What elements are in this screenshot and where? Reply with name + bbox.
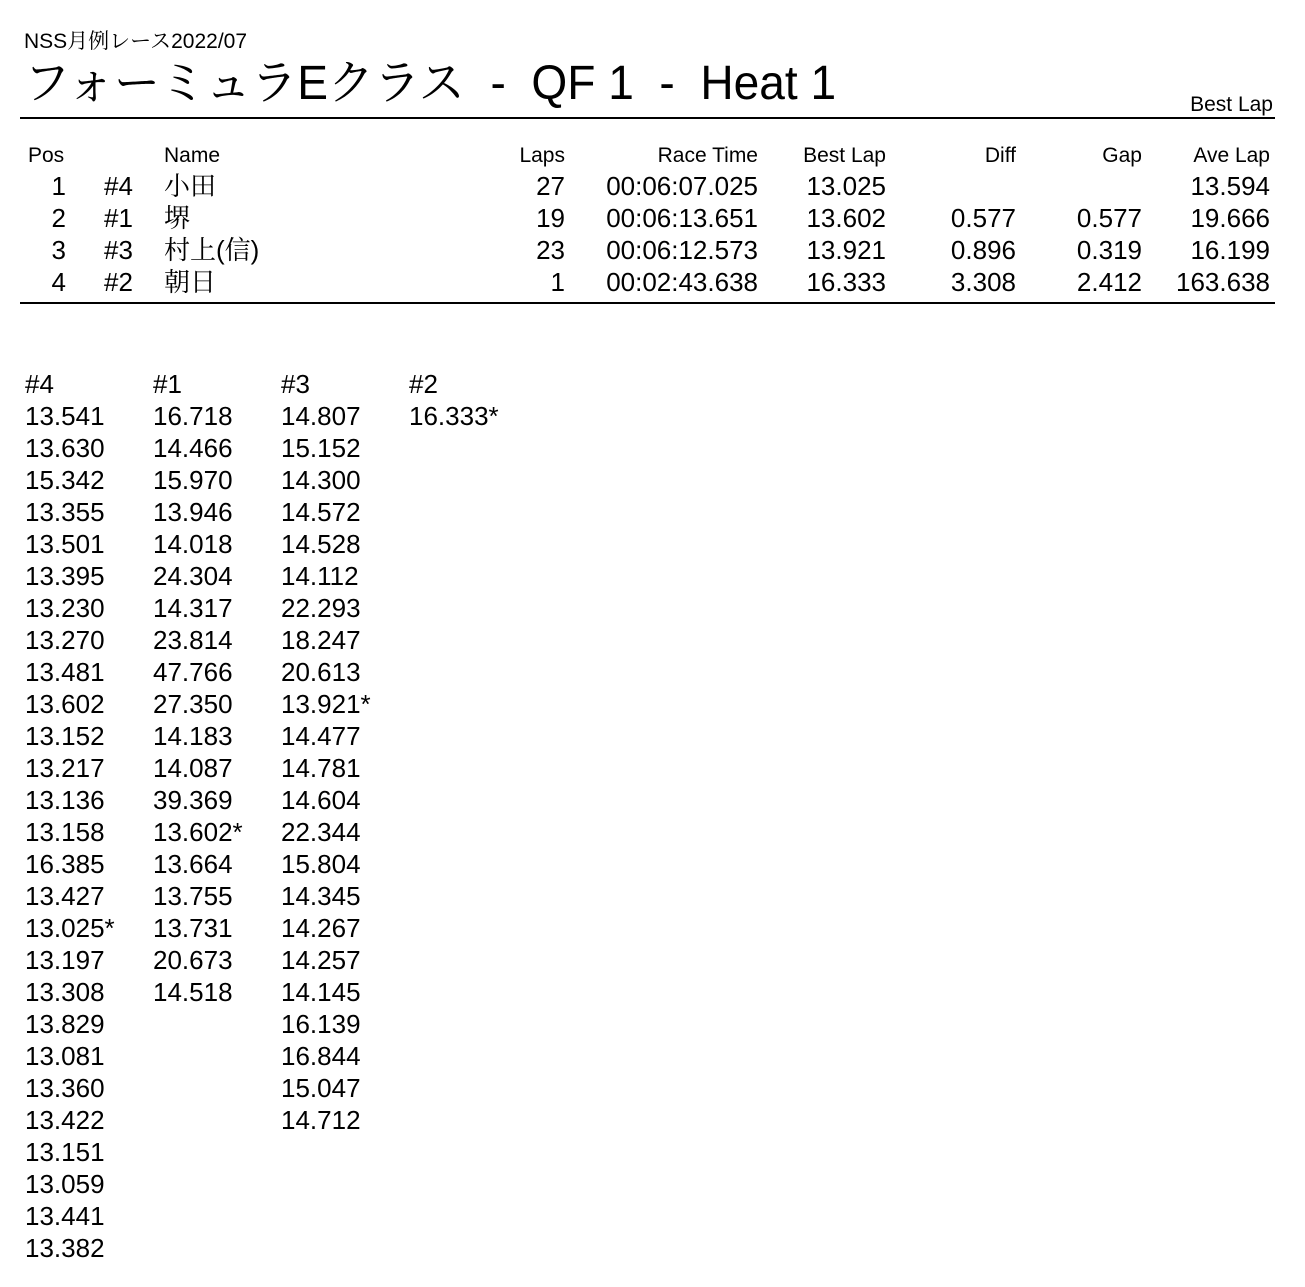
lap-time: 14.466 — [153, 433, 233, 463]
bottom-divider — [20, 302, 1275, 304]
lap-time: 14.807 — [281, 401, 361, 431]
car-number: #4 — [104, 171, 133, 201]
race-time: 00:06:07.025 — [606, 171, 758, 201]
car-number: #3 — [104, 235, 133, 265]
col-header-gap: Gap — [1102, 144, 1142, 167]
gap: 2.412 — [1076, 267, 1142, 297]
position: 4 — [51, 267, 66, 297]
lap-time: 14.604 — [281, 785, 361, 815]
lap-time: 13.921* — [281, 689, 371, 719]
lap-time: 14.477 — [281, 721, 361, 751]
average-lap: 16.199 — [1190, 235, 1270, 265]
lap-time: 13.270 — [25, 625, 105, 655]
lap-time: 14.572 — [281, 497, 361, 527]
results-table — [20, 142, 1275, 298]
best-lap: 16.333 — [806, 267, 886, 297]
lap-column-car-number: #3 — [281, 369, 310, 399]
race-time: 00:06:12.573 — [606, 235, 758, 265]
lap-time: 14.518 — [153, 977, 233, 1007]
results-row — [20, 170, 1275, 202]
lap-time: 39.369 — [153, 785, 233, 815]
lap-time: 13.731 — [153, 913, 233, 943]
driver-name: 堺 — [164, 203, 191, 233]
race-time: 00:06:13.651 — [606, 203, 758, 233]
lap-time: 14.300 — [281, 465, 361, 495]
average-lap: 13.594 — [1190, 171, 1270, 201]
lap-time: 13.081 — [25, 1041, 105, 1071]
lap-time: 13.630 — [25, 433, 105, 463]
lap-time: 13.501 — [25, 529, 105, 559]
lap-time: 13.541 — [25, 401, 105, 431]
lap-time: 16.844 — [281, 1041, 361, 1071]
col-header-name: Name — [164, 144, 221, 167]
lap-time: 13.197 — [25, 945, 105, 975]
lap-time: 15.804 — [281, 849, 361, 879]
diff: 0.577 — [950, 203, 1016, 233]
position: 1 — [51, 171, 66, 201]
best-lap: 13.921 — [806, 235, 886, 265]
lap-column — [25, 368, 153, 1264]
results-row — [20, 234, 1275, 266]
lap-count: 23 — [536, 235, 565, 265]
lap-count: 19 — [536, 203, 565, 233]
lap-time: 14.781 — [281, 753, 361, 783]
lap-column-car-number: #1 — [153, 369, 182, 399]
diff: 0.896 — [950, 235, 1016, 265]
lap-time: 16.385 — [25, 849, 105, 879]
lap-time: 14.018 — [153, 529, 233, 559]
lap-time: 47.766 — [153, 657, 233, 687]
average-lap: 19.666 — [1190, 203, 1270, 233]
col-header-best-lap: Best Lap — [803, 144, 886, 167]
lap-time: 13.355 — [25, 497, 105, 527]
lap-time: 16.333* — [409, 401, 499, 431]
lap-time: 27.350 — [153, 689, 233, 719]
driver-name: 朝日 — [164, 267, 217, 297]
lap-time: 13.025* — [25, 913, 115, 943]
lap-time: 13.151 — [25, 1137, 105, 1167]
lap-time: 14.183 — [153, 721, 233, 751]
position: 3 — [51, 235, 66, 265]
lap-time: 13.217 — [25, 753, 105, 783]
driver-name: 小田 — [164, 171, 217, 201]
lap-time: 13.441 — [25, 1201, 105, 1231]
lap-time: 15.152 — [281, 433, 361, 463]
lap-time: 14.267 — [281, 913, 361, 943]
sort-label: Best Lap — [1190, 93, 1273, 116]
lap-time: 13.427 — [25, 881, 105, 911]
lap-time: 22.344 — [281, 817, 361, 847]
diff: 3.308 — [950, 267, 1016, 297]
col-header-pos: Pos — [28, 144, 65, 167]
lap-time: 13.152 — [25, 721, 105, 751]
lap-time: 15.047 — [281, 1073, 361, 1103]
lap-time: 13.382 — [25, 1233, 105, 1263]
results-row — [20, 202, 1275, 234]
lap-time: 24.304 — [153, 561, 233, 591]
lap-time: 13.230 — [25, 593, 105, 623]
results-row — [20, 266, 1275, 298]
lap-time: 16.139 — [281, 1009, 361, 1039]
lap-time: 14.087 — [153, 753, 233, 783]
car-number: #1 — [104, 203, 133, 233]
gap: 0.577 — [1076, 203, 1142, 233]
lap-column-car-number: #4 — [25, 369, 54, 399]
lap-time: 20.673 — [153, 945, 233, 975]
lap-time: 13.158 — [25, 817, 105, 847]
lap-time: 23.814 — [153, 625, 233, 655]
lap-column-car-number: #2 — [409, 369, 438, 399]
lap-column — [281, 368, 409, 1136]
results-header-row — [20, 142, 1275, 170]
lap-time: 13.664 — [153, 849, 233, 879]
col-header-laps: Laps — [519, 144, 565, 167]
race-time: 00:02:43.638 — [606, 267, 758, 297]
lap-time: 22.293 — [281, 593, 361, 623]
lap-time: 13.059 — [25, 1169, 105, 1199]
lap-time: 14.112 — [281, 561, 359, 591]
lap-time: 13.360 — [25, 1073, 105, 1103]
lap-time: 13.422 — [25, 1105, 105, 1135]
lap-time: 14.257 — [281, 945, 361, 975]
lap-time: 15.342 — [25, 465, 105, 495]
car-number: #2 — [104, 267, 133, 297]
col-header-race-time: Race Time — [657, 144, 758, 167]
position: 2 — [51, 203, 66, 233]
best-lap: 13.025 — [806, 171, 886, 201]
race-subtitle: NSS月例レース2022/07 — [24, 30, 248, 53]
lap-time: 16.718 — [153, 401, 233, 431]
col-header-diff: Diff — [984, 144, 1016, 167]
lap-time: 14.528 — [281, 529, 361, 559]
lap-time: 13.136 — [25, 785, 105, 815]
lap-time: 13.308 — [25, 977, 105, 1007]
lap-time: 14.145 — [281, 977, 361, 1007]
lap-time: 13.602* — [153, 817, 243, 847]
lap-time: 20.613 — [281, 657, 361, 687]
top-divider — [20, 117, 1275, 119]
lap-count: 1 — [550, 267, 565, 297]
lap-time: 14.317 — [153, 593, 233, 623]
lap-time: 13.829 — [25, 1009, 105, 1039]
driver-name: 村上(信) — [164, 235, 260, 265]
lap-time: 13.481 — [25, 657, 105, 687]
lap-column — [153, 368, 281, 1008]
average-lap: 163.638 — [1176, 267, 1270, 297]
lap-count: 27 — [536, 171, 565, 201]
col-header-ave-lap: Ave Lap — [1193, 144, 1270, 167]
lap-time: 15.970 — [153, 465, 233, 495]
best-lap: 13.602 — [806, 203, 886, 233]
lap-time: 13.946 — [153, 497, 233, 527]
lap-time: 13.395 — [25, 561, 105, 591]
lap-time: 13.602 — [25, 689, 105, 719]
lap-time: 13.755 — [153, 881, 233, 911]
lap-time: 14.712 — [281, 1105, 361, 1135]
gap: 0.319 — [1076, 235, 1142, 265]
lap-column — [409, 368, 537, 432]
lap-time: 14.345 — [281, 881, 361, 911]
lap-time: 18.247 — [281, 625, 361, 655]
page-title: フォーミュラEクラス - QF 1 - Heat 1 — [24, 57, 837, 110]
